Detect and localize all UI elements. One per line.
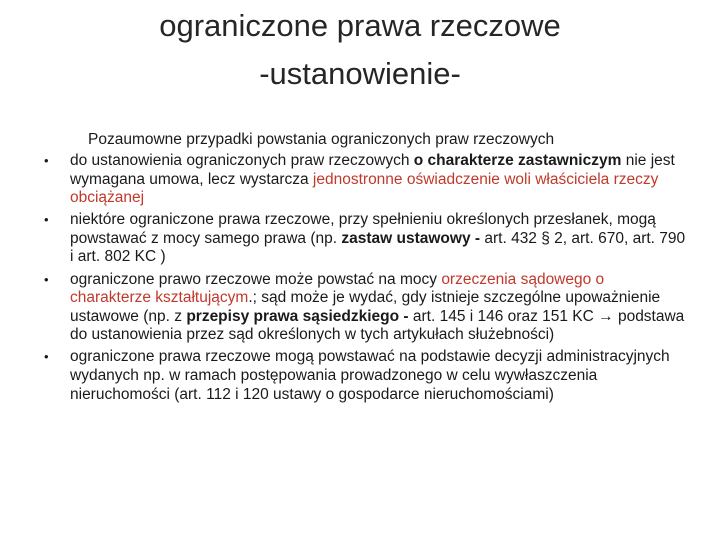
text-run: art. 432 § 2, art. 670, art. 790 i art. 802 KC ) bbox=[70, 229, 686, 266]
list-item bbox=[44, 211, 689, 267]
highlight-text: jednostronne oświadczenie woli właściciela rzeczy obciążanej bbox=[70, 170, 659, 207]
slide-title-line1: ograniczone prawa rzeczowe bbox=[159, 8, 561, 43]
arrow-right-icon: → bbox=[598, 307, 614, 325]
bullet-icon: • bbox=[44, 212, 49, 228]
bullet-list bbox=[44, 152, 689, 408]
bold-text: zastaw ustawowy - bbox=[341, 229, 481, 247]
bullet-icon: • bbox=[44, 349, 49, 365]
text-run: ograniczone prawa rzeczowe mogą powstawać na podstawie decyzji administracyjnych wydanych np. w ramach postępowania prowadzonego w celu wywłaszczenia nieruchomości (art. 112 i 120 ustawy o gospodarce nieruchomościami) bbox=[70, 348, 670, 403]
bold-text: przepisy prawa sąsiedzkiego - bbox=[186, 307, 409, 325]
text-run: ograniczone prawo rzeczowe może powstać na mocy bbox=[70, 270, 442, 288]
slide-title-line2: -ustanowienie- bbox=[259, 56, 461, 91]
text-run: nie jest wymagana umowa, lecz wystarcza bbox=[70, 152, 675, 188]
list-item bbox=[44, 348, 689, 404]
list-item bbox=[44, 271, 689, 345]
text-run: .; sąd może je wydać, gdy istnieje szczególne upoważnienie ustawowe (np. z bbox=[70, 289, 661, 325]
text-run: podstawa do ustanowienia przez sąd określonych w tych artykułach służebności) bbox=[70, 307, 685, 344]
bold-text: o charakterze zastawniczym bbox=[413, 152, 622, 169]
text-run: art. 145 i 146 oraz 151 KC bbox=[408, 307, 599, 325]
slide-title bbox=[0, 2, 720, 98]
text-run: do ustanowienia ograniczonych praw rzeczowych bbox=[70, 152, 414, 169]
highlight-text: orzeczenia sądowego o charakterze kształtującym bbox=[70, 270, 605, 307]
bullet-icon: • bbox=[44, 271, 49, 287]
intro-text: Pozaumowne przypadki powstania ograniczonych praw rzeczowych bbox=[88, 131, 555, 148]
bullet-icon: • bbox=[44, 153, 49, 168]
text-run: niektóre ograniczone prawa rzeczowe, przy spełnieniu określonych przesłanek, mogą powstawać z mocy samego prawa (np. bbox=[70, 211, 656, 247]
list-item bbox=[44, 152, 689, 208]
